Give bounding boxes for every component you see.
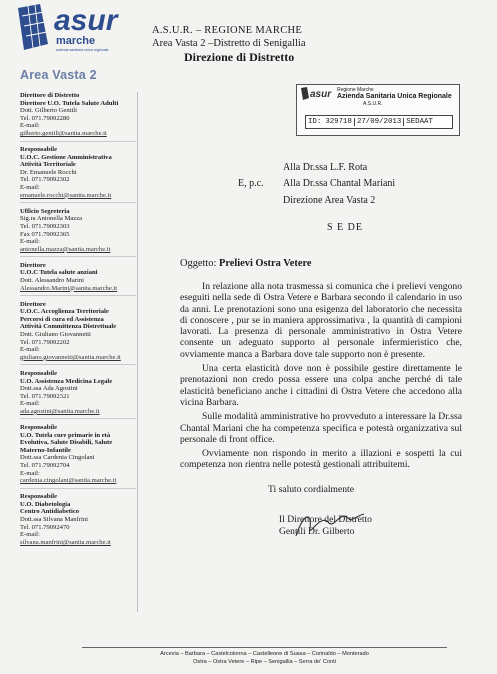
sede: S E DE bbox=[327, 222, 363, 233]
contact-detail: Tel. 071.79092321 bbox=[20, 392, 70, 400]
contact-role: Attività Committenza Distrettuale bbox=[20, 323, 117, 331]
subject-text: Prelievi Ostra Vetere bbox=[218, 258, 312, 269]
protocol-id-box bbox=[305, 115, 453, 129]
footer-towns bbox=[82, 650, 447, 666]
contact-email[interactable]: giuliano.giovannetti@sanita.marche.it bbox=[20, 353, 121, 361]
area-district: Area Vasta 2 –Distretto di Senigallia bbox=[152, 38, 306, 49]
stamp-asur: A.S.U.R. bbox=[363, 101, 383, 107]
contact-email[interactable]: ada.agostini@sanita.marche.it bbox=[20, 407, 100, 415]
contact-detail: Tel. 071.79092202 bbox=[20, 338, 70, 346]
cc-label: E, p.c. bbox=[238, 178, 264, 189]
contact-detail: Dott.ssa Silvana Manfrini bbox=[20, 516, 88, 523]
handwritten-signature bbox=[290, 508, 370, 542]
protocol-date: 27/09/2013 bbox=[354, 118, 403, 126]
contacts-sidebar bbox=[20, 92, 136, 554]
contact-role: U.O. Diabetologia bbox=[20, 500, 71, 508]
contact-block bbox=[20, 493, 136, 549]
contact-detail: Dott.ssa Cardenia Cingolani bbox=[20, 454, 95, 462]
contact-email[interactable]: gilberto.gentili@sanita.marche.it bbox=[20, 129, 107, 137]
contact-detail: Tel. 071.79092280 bbox=[20, 114, 70, 122]
protocol-code: SEDAAT bbox=[403, 118, 435, 126]
body-paragraph: In relazione alla nota trasmessa si comunica che i prelievi vengono eseguiti nella sede di Ostra Vetere e Barbara secondo il calendario in uso da anni. Le prenotazioni sono una esigenza del laboratorio che necessita di conoscere , pur se in maniera approssimativa , la quantità di campioni lavorati. La presenza di personale amministrativo in Ostra Vetere consente un adeguato supporto al personale infermieristico che, ovviamente manca a Barbara dove tale supporto non è presente. bbox=[180, 281, 462, 360]
contact-role: U.O.C. Accoglienza Territoriale bbox=[20, 308, 109, 316]
contact-detail: E-mail: bbox=[20, 531, 40, 539]
contact-detail: E-mail: bbox=[20, 469, 40, 477]
contact-role: Responsabile bbox=[20, 423, 58, 431]
svg-text:asur: asur bbox=[310, 89, 332, 100]
protocol-id-label: ID: bbox=[308, 118, 322, 126]
footer-divider bbox=[82, 647, 447, 648]
contact-role: Direttore di Distretto bbox=[20, 92, 80, 99]
contact-email[interactable]: silvana.manfrini@sanita.marche.it bbox=[20, 538, 111, 546]
contact-email[interactable]: cardenia.cingolani@sanita.marche.it bbox=[20, 477, 117, 485]
contact-role: Attività Territoriale bbox=[20, 161, 76, 169]
contact-role: Direttore U.O. Tutela Salute Adulti bbox=[20, 99, 119, 107]
contact-role: Responsabile bbox=[20, 369, 58, 377]
contact-detail: Tel. 071.79092303 bbox=[20, 222, 70, 230]
contact-email[interactable]: antonella.mazza@sanita.marche.it bbox=[20, 245, 111, 253]
signature-title: Il Direttore del Distretto bbox=[279, 514, 372, 525]
contact-detail: E-mail: bbox=[20, 238, 40, 246]
contact-detail: E-mail: bbox=[20, 400, 40, 408]
contact-block bbox=[20, 301, 136, 366]
logo-sub: marche bbox=[56, 35, 96, 47]
contact-role: Evolutiva, Salute Disabili, Salute bbox=[20, 439, 113, 447]
stamp-logo bbox=[301, 87, 332, 101]
contact-role: U.O.C Tutela salute anziani bbox=[20, 269, 98, 277]
protocol-stamp bbox=[296, 84, 460, 136]
logo-tagline: azienda sanitaria unica regionale bbox=[56, 48, 109, 52]
contact-role: U.O. Tutela cure primarie in età bbox=[20, 431, 111, 439]
contact-role: Responsabile bbox=[20, 493, 58, 501]
contact-detail: Tel. 071.79092470 bbox=[20, 523, 70, 531]
recipient-2: Alla Dr.ssa Chantal Mariani bbox=[283, 178, 396, 189]
contact-block bbox=[20, 262, 136, 296]
contact-role: U.O.C. Gestione Amministrativa bbox=[20, 153, 112, 161]
sidebar-divider bbox=[137, 92, 138, 612]
protocol-id: 329718 bbox=[325, 118, 352, 126]
contact-role: Materno-Infantile bbox=[20, 446, 71, 454]
contact-role: Responsabile bbox=[20, 146, 58, 154]
contact-detail: Tel. 071.79092704 bbox=[20, 461, 70, 469]
stamp-agency: Azienda Sanitaria Unica Regionale bbox=[337, 93, 452, 100]
letterhead bbox=[152, 24, 305, 64]
body-paragraph: Una certa elasticità dove non è possibile gestire direttamente le prenotazioni non credo possa essere una colpa anche perché di tale elasticità beneficiano anche i cittadini di Ostra Vetere che accedono alla vicina Barbara. bbox=[180, 363, 462, 408]
contact-block bbox=[20, 370, 136, 420]
closing: Ti saluto cordialmente bbox=[268, 484, 354, 495]
contact-block bbox=[20, 146, 136, 203]
contact-role: Centro Antidiabetico bbox=[20, 508, 80, 516]
contact-detail: Sig.ra Antonella Mazza bbox=[20, 215, 83, 223]
contact-email[interactable]: emanuele.rocchi@sanita.marche.it bbox=[20, 191, 112, 199]
contact-block bbox=[20, 424, 136, 489]
contact-block bbox=[20, 92, 136, 142]
asur-logo bbox=[18, 4, 130, 56]
direction-title: Direzione di Distretto bbox=[184, 50, 295, 64]
subject-label: Oggetto: bbox=[180, 258, 217, 269]
letter-body bbox=[180, 281, 462, 474]
contact-role: Direttore bbox=[20, 300, 46, 308]
contact-role: Ufficio Segreteria bbox=[20, 207, 70, 215]
signature-name: Gentili Dr. Gilberto bbox=[279, 526, 355, 537]
contact-role: Percorsi di cura ed Assistenza bbox=[20, 315, 104, 323]
contact-detail: Dott. Alessandro Marini bbox=[20, 276, 84, 284]
contact-role: Direttore bbox=[20, 261, 46, 269]
subject-line bbox=[180, 258, 312, 269]
area-title: Area Vasta 2 bbox=[20, 68, 97, 82]
contact-detail: Tel. 071.79092302 bbox=[20, 176, 70, 184]
contact-block bbox=[20, 208, 136, 258]
recipient-1: Alla Dr.ssa L.F. Rota bbox=[283, 162, 368, 173]
footer-line-1: Arcevia – Barbara – Castelcolonna – Castelleone di Suasa – Corinaldo – Monterado bbox=[160, 651, 369, 657]
contact-email[interactable]: Alessandro.Marini@sanita.marche.it bbox=[20, 284, 118, 292]
stamp-region: Regione Marche bbox=[337, 87, 374, 93]
recipient-3: Direzione Area Vasta 2 bbox=[283, 195, 376, 206]
contact-detail: E-mail: bbox=[20, 346, 40, 354]
org-name: A.S.U.R. – REGIONE MARCHE bbox=[152, 25, 303, 36]
contact-detail: Dr. Emanuele Rocchi bbox=[20, 168, 77, 176]
contact-detail: E-mail: bbox=[20, 184, 40, 192]
contact-detail: Fax 071.79092365 bbox=[20, 230, 70, 238]
footer-line-2: Ostra – Ostra Vetere – Ripe – Senigallia – Serra de' Conti bbox=[193, 659, 336, 665]
body-paragraph: Ovviamente non rispondo in merito a illazioni e sospetti la cui competenza non rientra nelle potestà gestionali attribuitemi. bbox=[180, 448, 462, 471]
contact-detail: Dott.ssa Ada Agostini bbox=[20, 385, 78, 393]
contact-detail: E-mail: bbox=[20, 122, 40, 130]
contact-detail: Dott. Giuliano Giovannetti bbox=[20, 331, 91, 339]
contact-detail: Dott. Gilberto Gentili bbox=[20, 107, 77, 115]
contact-role: U.O. Assistenza Medicina Legale bbox=[20, 377, 113, 385]
logo-wordmark: asur bbox=[54, 4, 118, 37]
body-paragraph: Sulle modalità amministrative ho provveduto a interessare la Dr.ssa Chantal Mariani che ha competenza specifica e potestà organizzativa sul personale di front office. bbox=[180, 411, 462, 445]
